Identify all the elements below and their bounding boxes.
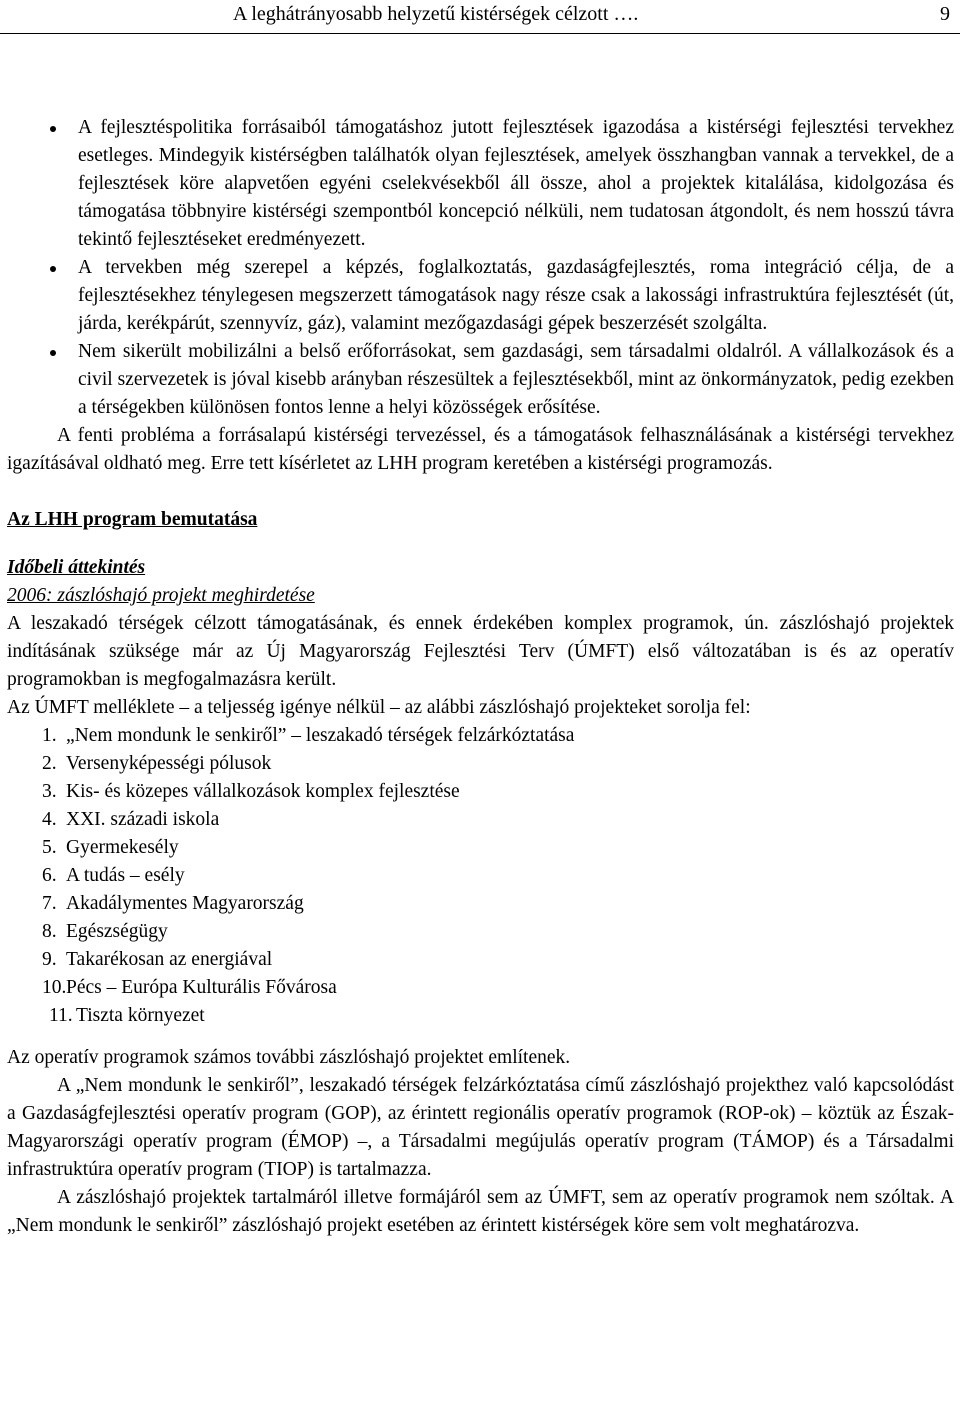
bullet-text: A fejlesztéspolitika forrásaiból támogatáshoz jutott fejlesztések igazodása a kistérségi fejlesztési tervekhez esetleges. Mindegyik kistérségben találhatók olyan fejlesztések, amelyek összhangban vannak a tervekkel, de a fejlesztések köre alapvetően egyéni cselekvésekből áll össze, ahol a projektek kitalálása, kidolgozása és támogatása többnyire kistérségi szempontból koncepció nélküli, nem tudatosan átgondolt, és nem hosszú távra tekintő fejlesztéseket eredményezett. [78,117,954,250]
subsection-title: Időbeli áttekintés [7,557,146,578]
list-item-number: 8. [42,921,57,942]
list-item [7,918,954,946]
list-item-text: Versenyképességi pólusok [66,753,272,774]
page-number: 9 [940,3,950,25]
list-item-text: Tiszta környezet [76,1005,205,1026]
list-item-number: 6. [42,865,57,886]
list-item [7,806,954,834]
list-item [7,750,954,778]
body-paragraph: Az operatív programok számos további zászlóshajó projektet említenek. [7,1047,571,1068]
list-item-number: 1. [42,725,57,746]
list-item-number: 7. [42,893,57,914]
list-item-number: 5. [42,837,57,858]
date-heading: 2006: zászlóshajó projekt meghirdetése [7,585,315,606]
bullet-item [7,254,954,338]
bullet-icon [50,266,56,272]
body-paragraph: Az ÚMFT melléklete – a teljesség igénye nélkül – az alábbi zászlóshajó projekteket sorolja fel: [7,697,751,718]
list-item-text: Akadálymentes Magyarország [66,893,304,914]
bullet-item [7,114,954,254]
list-item-text: Pécs – Európa Kulturális Fővárosa [66,977,337,998]
bullet-icon [50,126,56,132]
list-item [7,890,954,918]
list-item-number: 10. [42,977,67,998]
findings-bullet-list [7,114,954,422]
section-title: Az LHH program bemutatása [7,509,258,530]
list-item-text: „Nem mondunk le senkiről” – leszakadó térségek felzárkóztatása [66,725,575,746]
flagship-project-list [7,722,954,1030]
list-item-text: Gyermekesély [66,837,179,858]
bullet-item [7,338,954,422]
list-item-text: Takarékosan az energiával [66,949,273,970]
bullet-text: Nem sikerült mobilizálni a belső erőforrásokat, sem gazdasági, sem társadalmi oldalról. A vállalkozások és a civil szervezetek is jóval kisebb arányban részesültek a fejlesztésekből, mint az önkormányzatok, pedig ezekben a térségekben különösen fontos lenne a helyi közösségek erősítése. [78,341,954,418]
list-item [7,778,954,806]
body-paragraph: A leszakadó térségek célzott támogatásának, és ennek érdekében komplex programok, ún. zászlóshajó projektek indításának szüksége már az Új Magyarország Fejlesztési Terv (ÚMFT) első változatában is és az operatív programokban is megfogalmazásra került. [7,613,954,690]
list-item-number: 4. [42,809,57,830]
list-item [7,1002,954,1030]
list-item [7,834,954,862]
document-body [7,114,954,1240]
list-item [7,974,954,1002]
body-paragraph: A zászlóshajó projektek tartalmáról illetve formájáról sem az ÚMFT, sem az operatív programok nem szóltak. A „Nem mondunk le senkiről” zászlóshajó projekt esetében az érintett kistérségek köre sem volt meghatározva. [7,1187,954,1236]
list-item [7,722,954,750]
list-item-text: A tudás – esély [66,865,185,886]
page-header [0,0,960,34]
body-paragraph: A „Nem mondunk le senkiről”, leszakadó térségek felzárkóztatása című zászlóshajó projekthez való kapcsolódást a Gazdaságfejlesztési operatív program (GOP), az érintett regionális operatív programok (ROP-ok) – köztük az Észak-Magyarországi operatív program (ÉMOP) –, a Társadalmi megújulás operatív program (TÁMOP) és a Társadalmi infrastruktúra operatív program (TIOP) is tartalmazza. [7,1075,954,1180]
bullet-icon [50,350,56,356]
list-item [7,862,954,890]
list-item-number: 3. [42,781,57,802]
list-item-text: Egészségügy [66,921,168,942]
body-paragraph: A fenti probléma a forrásalapú kistérségi tervezéssel, és a támogatások felhasználásának a kistérségi tervekhez igazításával oldható meg. Erre tett kísérletet az LHH program keretében a kistérségi programozás. [7,425,954,474]
running-header-title: A leghátrányosabb helyzetű kistérségek célzott …. [233,3,639,25]
list-item-text: Kis- és közepes vállalkozások komplex fejlesztése [66,781,460,802]
list-item-text: XXI. századi iskola [66,809,220,830]
list-item-number: 9. [42,949,57,970]
bullet-text: A tervekben még szerepel a képzés, foglalkoztatás, gazdaságfejlesztés, roma integráció célja, de a fejlesztésekhez ténylegesen megszerzett támogatások nagy része csak a lakossági infrastruktúra fejlesztését (út, járda, kerékpárút, szennyvíz, gáz), valamint mezőgazdasági gépek beszerzését szolgálta. [78,257,954,334]
list-item [7,946,954,974]
list-item-number: 11. [49,1005,73,1026]
list-item-number: 2. [42,753,57,774]
